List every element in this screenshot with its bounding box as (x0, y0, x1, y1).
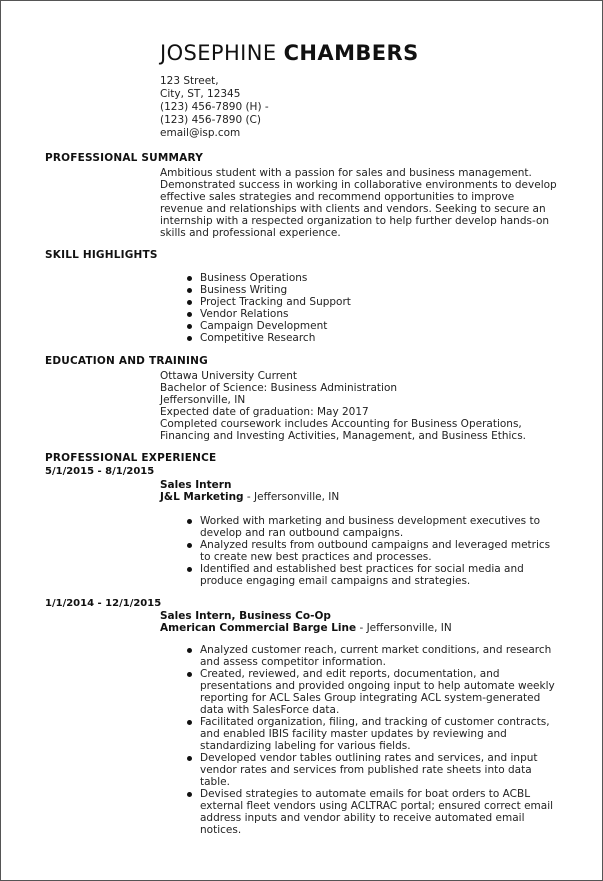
job-bullet: Worked with marketing and business development executives to develop and ran outbound campaigns. (160, 515, 560, 539)
education-block (160, 370, 560, 442)
job-bullet: Identified and established best practices for social media and produce engaging email campaigns and strategies. (160, 563, 560, 587)
job-title: Sales Intern, Business Co-Op (160, 610, 331, 622)
summary-heading: PROFESSIONAL SUMMARY (45, 152, 204, 164)
cell-phone: (123) 456-7890 (C) (160, 114, 261, 126)
company-name: J&L Marketing (160, 491, 244, 503)
summary-text: Ambitious student with a passion for sales and business management. Demonstrated success in working in collaborative environments to develop effective sales strategies and recommend opportunities to improve revenue and relationships with clients and vendors. Seeking to secure an internship with a respected organization to help further develop hands-on skills and professional experience. (160, 167, 557, 239)
skills-list (160, 272, 560, 344)
job-dates: 1/1/2014 - 12/1/2015 (45, 598, 162, 609)
job-bullet: Analyzed customer reach, current market conditions, and research and assess competitor information. (160, 644, 560, 668)
address-line: 123 Street, (160, 75, 219, 87)
job-location: - Jeffersonville, IN (243, 491, 340, 503)
job-dates: 5/1/2015 - 8/1/2015 (45, 466, 155, 477)
email: email@isp.com (160, 127, 241, 139)
school: Ottawa University Current (160, 370, 298, 382)
job-bullet: Developed vendor tables outlining rates and services, and input vendor rates and services from published rate sheets into data table. (160, 752, 560, 788)
education-heading: EDUCATION AND TRAINING (45, 355, 208, 367)
job-bullets (160, 515, 560, 587)
job-bullet: Devised strategies to automate emails for boat orders to ACBL external fleet vendors using ACLTRAC portal; ensured correct email address inputs and vendor ability to receive automated email notices. (160, 788, 560, 836)
job-header (160, 610, 452, 634)
job-header (160, 479, 339, 503)
skill-item: Business Writing (160, 284, 560, 296)
school-location: Jeffersonville, IN (160, 394, 246, 406)
skill-item: Project Tracking and Support (160, 296, 560, 308)
skill-item: Campaign Development (160, 320, 560, 332)
skill-item: Vendor Relations (160, 308, 560, 320)
skills-heading: SKILL HIGHLIGHTS (45, 249, 158, 261)
job-bullet: Analyzed results from outbound campaigns and leveraged metrics to create new best practices and processes. (160, 539, 560, 563)
experience-heading: PROFESSIONAL EXPERIENCE (45, 452, 217, 464)
job-bullet: Created, reviewed, and edit reports, documentation, and presentations and provided ongoing input to help automate weekly reporting for ACL Sales Group integrating ACL system-generated data with SalesForce data. (160, 668, 560, 716)
candidate-name (160, 41, 419, 65)
skill-item: Business Operations (160, 272, 560, 284)
city-line: City, ST, 12345 (160, 88, 241, 100)
degree: Bachelor of Science: Business Administration (160, 382, 398, 394)
contact-info (160, 75, 269, 140)
first-name: JOSEPHINE (160, 41, 277, 65)
coursework: Completed coursework includes Accounting for Business Operations, Financing and Investing Activities, Management, and Business Ethics. (160, 418, 527, 442)
company-name: American Commercial Barge Line (160, 622, 357, 634)
skill-item: Competitive Research (160, 332, 560, 344)
job-bullet: Facilitated organization, filing, and tracking of customer contracts, and enabled IBIS facility master updates by reviewing and standardizing labeling for various fields. (160, 716, 560, 752)
graduation-date: Expected date of graduation: May 2017 (160, 406, 369, 418)
job-location: - Jeffersonville, IN (356, 622, 452, 634)
job-title: Sales Intern (160, 479, 232, 491)
job-bullets (160, 644, 560, 836)
home-phone: (123) 456-7890 (H) - (160, 101, 269, 113)
last-name: CHAMBERS (283, 41, 419, 65)
